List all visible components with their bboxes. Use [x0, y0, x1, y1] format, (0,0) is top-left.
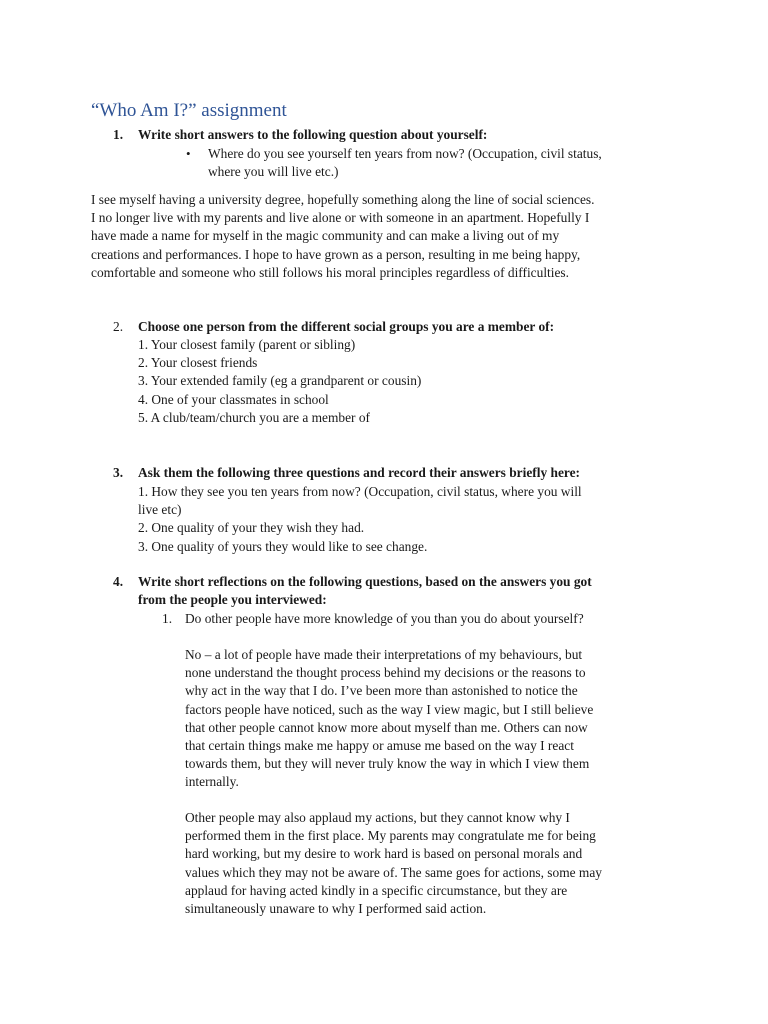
- text-line: creations and performances. I hope to have grown as a person, resulting in me being happy,: [91, 246, 581, 262]
- list-item: 2. One quality of your they wish they had.: [138, 520, 365, 536]
- text-line: hard working, but my desire to work hard is based on personal morals and: [185, 846, 583, 862]
- list-item: 2. Your closest friends: [138, 355, 258, 371]
- sub-question-number: 1.: [162, 611, 173, 626]
- section-2-list: [138, 336, 421, 427]
- text-line: I see myself having a university degree, hopefully something along the line of social sciences.: [91, 192, 595, 207]
- section-4-heading: [138, 573, 592, 609]
- text-line: towards them, but they will never truly know the way in which I view them: [185, 756, 590, 772]
- text-line: I no longer live with my parents and live alone or with someone in an apartment. Hopefully I: [91, 210, 590, 226]
- text-line: comfortable and someone who still follows his moral principles regardless of difficulties.: [91, 264, 569, 280]
- text-line: Write short reflections on the following questions, based on the answers you got: [138, 574, 592, 589]
- section-3-number: 3.: [113, 465, 124, 480]
- section-1-answer: [91, 191, 595, 282]
- list-item: live etc): [138, 502, 182, 518]
- list-item: 3. One quality of yours they would like to see change.: [138, 538, 428, 554]
- list-item: 5. A club/team/church you are a member of: [138, 409, 371, 425]
- text-line: values which they may not be aware of. The same goes for actions, some may: [185, 864, 602, 880]
- reflection-paragraph-2: [185, 809, 602, 918]
- text-line: have made a name for myself in the magic community and can make a living out of my: [91, 228, 560, 244]
- list-item: 1. Your closest family (parent or sibling): [138, 337, 356, 352]
- text-line: that certain things make me happy or amuse me based on the way I react: [185, 738, 574, 754]
- reflection-paragraph-1: [185, 646, 593, 792]
- section-2-heading: Choose one person from the different social groups you are a member of:: [138, 319, 555, 334]
- section-1-heading: Write short answers to the following question about yourself:: [138, 127, 488, 142]
- bullet-icon: •: [186, 146, 191, 161]
- text-line: simultaneously unaware to why I performed said action.: [185, 901, 487, 917]
- text-line: Other people may also applaud my actions, but they cannot know why I: [185, 810, 570, 825]
- text-line: from the people you interviewed:: [138, 592, 327, 608]
- text-line: where you will live etc.): [208, 164, 339, 180]
- section-2-number: 2.: [113, 319, 124, 334]
- section-3-list: [138, 483, 582, 556]
- section-3-heading: Ask them the following three questions and record their answers briefly here:: [138, 465, 580, 480]
- text-line: applaud for having acted kindly in a specific circumstance, but they are: [185, 882, 568, 898]
- list-item: 4. One of your classmates in school: [138, 391, 329, 407]
- text-line: why act in the way that I do. I’ve been more than astonished to notice the: [185, 683, 578, 699]
- sub-question: Do other people have more knowledge of you than you do about yourself?: [185, 611, 584, 626]
- section-1-bullet-text: [208, 145, 602, 181]
- text-line: performed them in the first place. My parents may congratulate me for being: [185, 828, 596, 844]
- list-item: 3. Your extended family (eg a grandparent or cousin): [138, 373, 422, 389]
- text-line: that other people cannot know more about myself than me. Others can now: [185, 719, 588, 735]
- text-line: Where do you see yourself ten years from now? (Occupation, civil status,: [208, 146, 602, 161]
- text-line: No – a lot of people have made their interpretations of my behaviours, but: [185, 647, 583, 662]
- page-title: “Who Am I?” assignment: [91, 100, 287, 121]
- text-line: internally.: [185, 774, 239, 790]
- text-line: factors people have noticed, such as the way I view magic, but I still believe: [185, 701, 594, 717]
- text-line: none understand the thought process behind my decisions or the reasons to: [185, 665, 586, 681]
- section-4-number: 4.: [113, 574, 124, 589]
- list-item: 1. How they see you ten years from now? (Occupation, civil status, where you will: [138, 484, 582, 499]
- section-1-number: 1.: [113, 127, 124, 142]
